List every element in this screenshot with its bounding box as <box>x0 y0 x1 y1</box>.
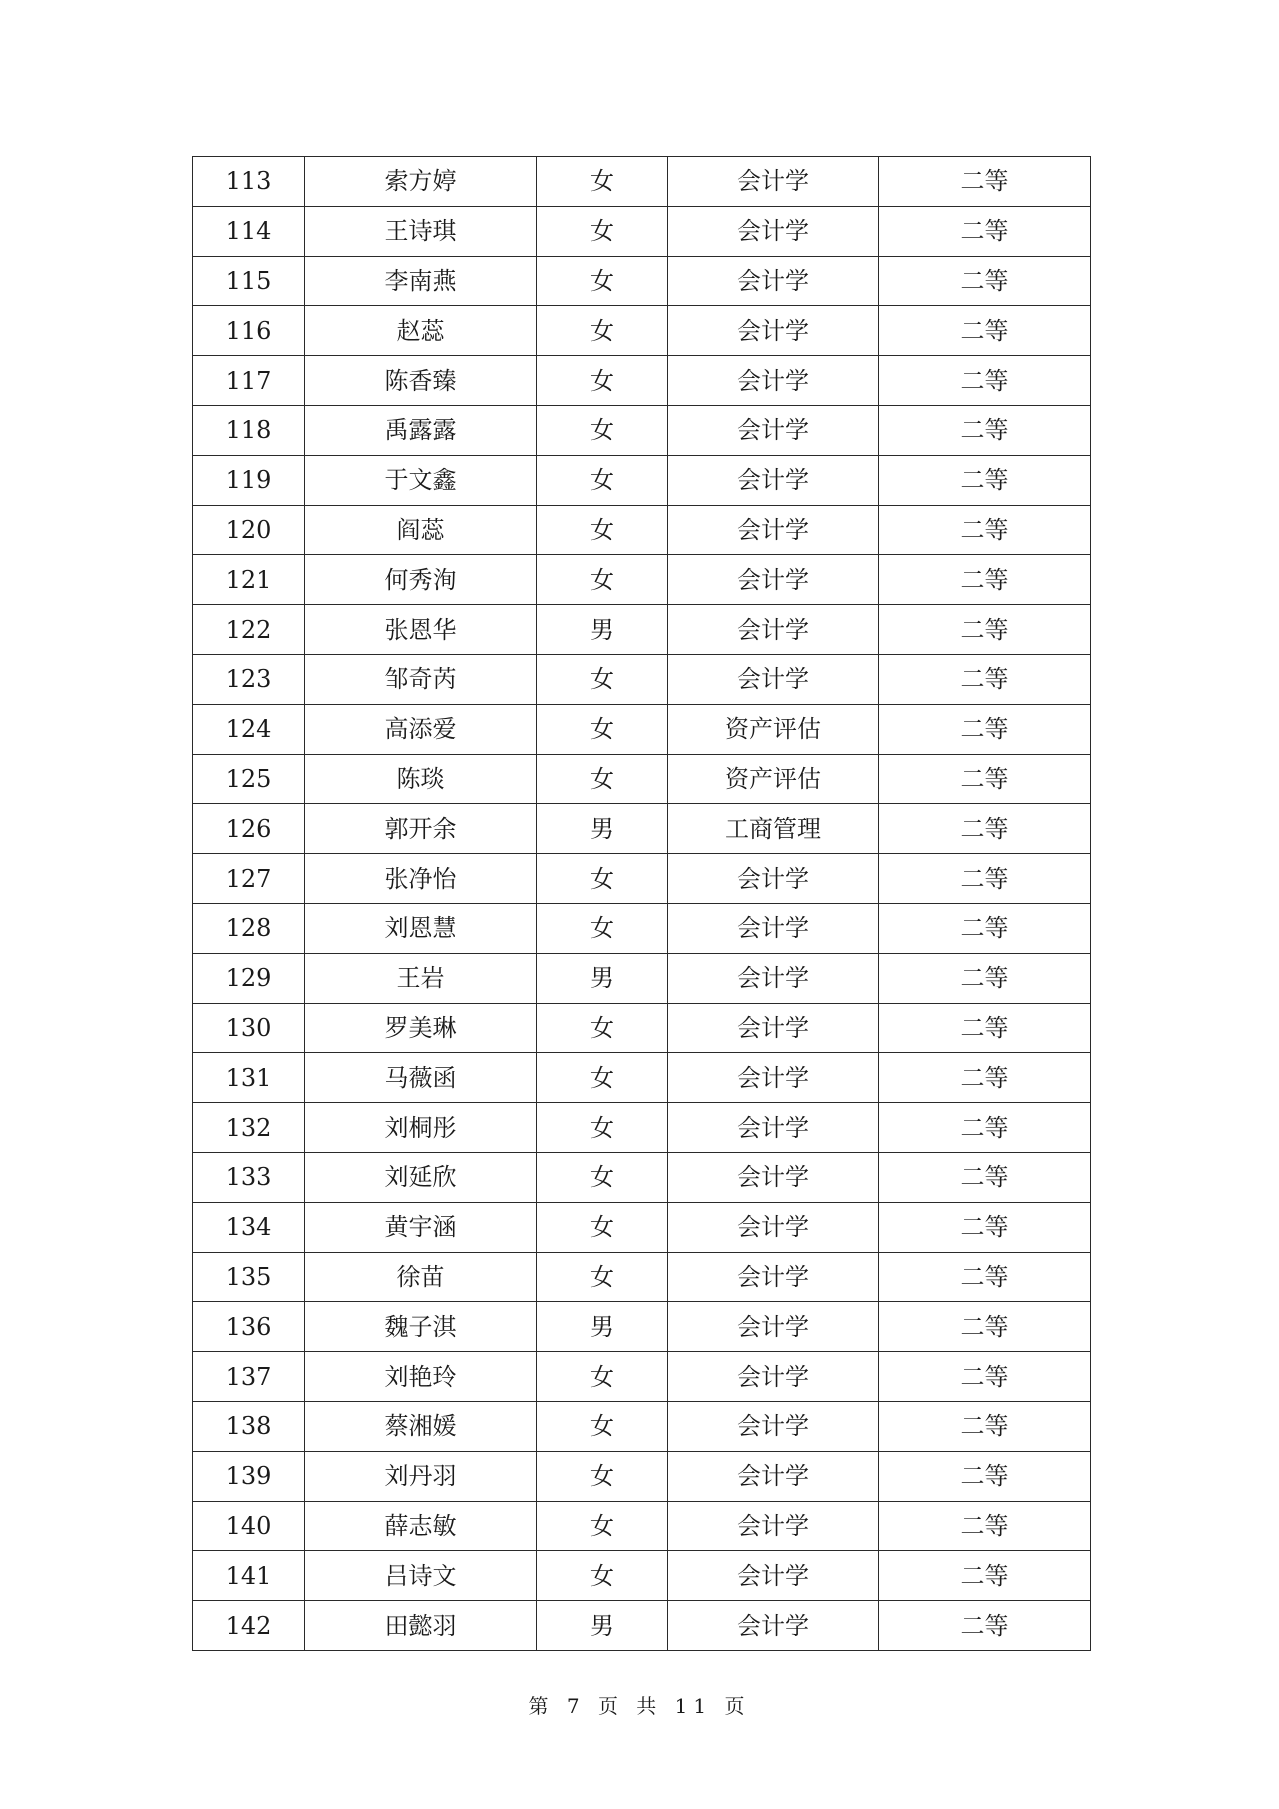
table-row <box>193 1501 1091 1551</box>
table-row <box>193 555 1091 605</box>
major-cell: 会计学 <box>668 1053 879 1103</box>
major-cell: 会计学 <box>668 1302 879 1352</box>
table-row <box>193 505 1091 555</box>
table-row <box>193 1451 1091 1501</box>
award-level-cell: 二等 <box>879 1302 1091 1352</box>
major-cell: 会计学 <box>668 1601 879 1651</box>
award-level-cell: 二等 <box>879 455 1091 505</box>
student-name-cell: 索方婷 <box>305 157 537 207</box>
award-level-cell: 二等 <box>879 754 1091 804</box>
student-name-cell: 黄宇涵 <box>305 1202 537 1252</box>
major-cell: 资产评估 <box>668 704 879 754</box>
row-number-cell: 121 <box>193 555 305 605</box>
award-level-cell: 二等 <box>879 1252 1091 1302</box>
major-cell: 会计学 <box>668 157 879 207</box>
table-row <box>193 1003 1091 1053</box>
award-level-cell: 二等 <box>879 804 1091 854</box>
gender-cell: 女 <box>537 1152 668 1202</box>
table-row <box>193 1352 1091 1402</box>
table-row <box>193 654 1091 704</box>
major-cell: 会计学 <box>668 206 879 256</box>
award-level-cell: 二等 <box>879 1601 1091 1651</box>
row-number-cell: 127 <box>193 854 305 904</box>
major-cell: 资产评估 <box>668 754 879 804</box>
student-name-cell: 徐苗 <box>305 1252 537 1302</box>
award-level-cell: 二等 <box>879 1003 1091 1053</box>
student-name-cell: 禹露露 <box>305 405 537 455</box>
major-cell: 会计学 <box>668 1352 879 1402</box>
gender-cell: 女 <box>537 1202 668 1252</box>
award-level-cell: 二等 <box>879 1152 1091 1202</box>
row-number-cell: 132 <box>193 1103 305 1153</box>
gender-cell: 男 <box>537 804 668 854</box>
major-cell: 会计学 <box>668 1202 879 1252</box>
row-number-cell: 118 <box>193 405 305 455</box>
major-cell: 会计学 <box>668 505 879 555</box>
major-cell: 会计学 <box>668 1551 879 1601</box>
major-cell: 会计学 <box>668 356 879 406</box>
table-row <box>193 405 1091 455</box>
student-name-cell: 田懿羽 <box>305 1601 537 1651</box>
major-cell: 会计学 <box>668 1401 879 1451</box>
row-number-cell: 125 <box>193 754 305 804</box>
row-number-cell: 138 <box>193 1401 305 1451</box>
major-cell: 会计学 <box>668 555 879 605</box>
major-cell: 会计学 <box>668 605 879 655</box>
page-current: 7 <box>566 1694 586 1718</box>
award-level-cell: 二等 <box>879 505 1091 555</box>
table-row <box>193 804 1091 854</box>
row-number-cell: 119 <box>193 455 305 505</box>
row-number-cell: 136 <box>193 1302 305 1352</box>
major-cell: 会计学 <box>668 306 879 356</box>
student-name-cell: 刘桐彤 <box>305 1103 537 1153</box>
row-number-cell: 140 <box>193 1501 305 1551</box>
student-name-cell: 刘丹羽 <box>305 1451 537 1501</box>
page-footer <box>0 1690 1279 1719</box>
row-number-cell: 139 <box>193 1451 305 1501</box>
major-cell: 会计学 <box>668 854 879 904</box>
row-number-cell: 134 <box>193 1202 305 1252</box>
row-number-cell: 130 <box>193 1003 305 1053</box>
row-number-cell: 123 <box>193 654 305 704</box>
row-number-cell: 131 <box>193 1053 305 1103</box>
major-cell: 会计学 <box>668 1451 879 1501</box>
award-level-cell: 二等 <box>879 405 1091 455</box>
table-row <box>193 1103 1091 1153</box>
row-number-cell: 113 <box>193 157 305 207</box>
row-number-cell: 115 <box>193 256 305 306</box>
table-row <box>193 455 1091 505</box>
student-name-cell: 张净怡 <box>305 854 537 904</box>
award-level-cell: 二等 <box>879 206 1091 256</box>
award-level-cell: 二等 <box>879 256 1091 306</box>
major-cell: 会计学 <box>668 1103 879 1153</box>
table-row <box>193 605 1091 655</box>
table-row <box>193 1551 1091 1601</box>
award-level-cell: 二等 <box>879 1401 1091 1451</box>
gender-cell: 男 <box>537 605 668 655</box>
gender-cell: 女 <box>537 654 668 704</box>
gender-cell: 女 <box>537 1053 668 1103</box>
gender-cell: 女 <box>537 903 668 953</box>
table-row <box>193 1302 1091 1352</box>
award-level-cell: 二等 <box>879 1451 1091 1501</box>
student-name-cell: 赵蕊 <box>305 306 537 356</box>
row-number-cell: 137 <box>193 1352 305 1402</box>
award-level-cell: 二等 <box>879 1551 1091 1601</box>
table-row <box>193 1252 1091 1302</box>
gender-cell: 女 <box>537 1103 668 1153</box>
gender-cell: 男 <box>537 1601 668 1651</box>
table-row <box>193 903 1091 953</box>
gender-cell: 女 <box>537 1451 668 1501</box>
major-cell: 会计学 <box>668 1252 879 1302</box>
award-level-cell: 二等 <box>879 1202 1091 1252</box>
row-number-cell: 114 <box>193 206 305 256</box>
award-level-cell: 二等 <box>879 1352 1091 1402</box>
student-name-cell: 王岩 <box>305 953 537 1003</box>
table-row <box>193 704 1091 754</box>
major-cell: 会计学 <box>668 1152 879 1202</box>
gender-cell: 女 <box>537 206 668 256</box>
row-number-cell: 142 <box>193 1601 305 1651</box>
gender-cell: 女 <box>537 1501 668 1551</box>
student-name-cell: 王诗琪 <box>305 206 537 256</box>
student-name-cell: 刘延欣 <box>305 1152 537 1202</box>
major-cell: 会计学 <box>668 256 879 306</box>
award-level-cell: 二等 <box>879 953 1091 1003</box>
student-name-cell: 蔡湘媛 <box>305 1401 537 1451</box>
table-row <box>193 854 1091 904</box>
major-cell: 工商管理 <box>668 804 879 854</box>
table-row <box>193 1401 1091 1451</box>
student-name-cell: 马薇函 <box>305 1053 537 1103</box>
gender-cell: 女 <box>537 704 668 754</box>
page-mid: 页 共 <box>597 1694 663 1718</box>
gender-cell: 女 <box>537 1551 668 1601</box>
major-cell: 会计学 <box>668 903 879 953</box>
award-level-cell: 二等 <box>879 1053 1091 1103</box>
row-number-cell: 126 <box>193 804 305 854</box>
award-level-cell: 二等 <box>879 157 1091 207</box>
table-row <box>193 1053 1091 1103</box>
award-level-cell: 二等 <box>879 903 1091 953</box>
student-name-cell: 吕诗文 <box>305 1551 537 1601</box>
award-level-cell: 二等 <box>879 1103 1091 1153</box>
major-cell: 会计学 <box>668 654 879 704</box>
gender-cell: 女 <box>537 1352 668 1402</box>
student-name-cell: 于文鑫 <box>305 455 537 505</box>
row-number-cell: 128 <box>193 903 305 953</box>
gender-cell: 女 <box>537 1252 668 1302</box>
table-row <box>193 157 1091 207</box>
row-number-cell: 133 <box>193 1152 305 1202</box>
table-row <box>193 1202 1091 1252</box>
major-cell: 会计学 <box>668 1003 879 1053</box>
roster-table <box>192 156 1091 1651</box>
student-name-cell: 李南燕 <box>305 256 537 306</box>
student-name-cell: 陈香臻 <box>305 356 537 406</box>
award-level-cell: 二等 <box>879 555 1091 605</box>
row-number-cell: 129 <box>193 953 305 1003</box>
award-level-cell: 二等 <box>879 704 1091 754</box>
row-number-cell: 141 <box>193 1551 305 1601</box>
student-name-cell: 魏子淇 <box>305 1302 537 1352</box>
row-number-cell: 117 <box>193 356 305 406</box>
gender-cell: 女 <box>537 256 668 306</box>
row-number-cell: 124 <box>193 704 305 754</box>
row-number-cell: 120 <box>193 505 305 555</box>
student-name-cell: 张恩华 <box>305 605 537 655</box>
table-row <box>193 1152 1091 1202</box>
table-row <box>193 256 1091 306</box>
table-row <box>193 356 1091 406</box>
major-cell: 会计学 <box>668 1501 879 1551</box>
row-number-cell: 122 <box>193 605 305 655</box>
gender-cell: 女 <box>537 356 668 406</box>
award-level-cell: 二等 <box>879 1501 1091 1551</box>
student-name-cell: 薛志敏 <box>305 1501 537 1551</box>
student-name-cell: 刘恩慧 <box>305 903 537 953</box>
award-level-cell: 二等 <box>879 854 1091 904</box>
student-name-cell: 陈琰 <box>305 754 537 804</box>
student-name-cell: 何秀洵 <box>305 555 537 605</box>
gender-cell: 女 <box>537 1003 668 1053</box>
gender-cell: 女 <box>537 306 668 356</box>
gender-cell: 女 <box>537 455 668 505</box>
student-name-cell: 罗美琳 <box>305 1003 537 1053</box>
award-level-cell: 二等 <box>879 654 1091 704</box>
major-cell: 会计学 <box>668 405 879 455</box>
gender-cell: 男 <box>537 1302 668 1352</box>
roster-table-body <box>193 157 1091 1651</box>
student-name-cell: 高添爱 <box>305 704 537 754</box>
table-row <box>193 1601 1091 1651</box>
student-name-cell: 郭开余 <box>305 804 537 854</box>
gender-cell: 男 <box>537 953 668 1003</box>
major-cell: 会计学 <box>668 953 879 1003</box>
page-prefix: 第 <box>528 1694 555 1718</box>
gender-cell: 女 <box>537 555 668 605</box>
page-suffix: 页 <box>724 1694 751 1718</box>
table-row <box>193 306 1091 356</box>
student-name-cell: 邹奇芮 <box>305 654 537 704</box>
gender-cell: 女 <box>537 754 668 804</box>
award-level-cell: 二等 <box>879 605 1091 655</box>
row-number-cell: 135 <box>193 1252 305 1302</box>
table-row <box>193 206 1091 256</box>
award-level-cell: 二等 <box>879 356 1091 406</box>
row-number-cell: 116 <box>193 306 305 356</box>
page-total: 11 <box>674 1694 713 1718</box>
table-row <box>193 953 1091 1003</box>
award-level-cell: 二等 <box>879 306 1091 356</box>
student-name-cell: 阎蕊 <box>305 505 537 555</box>
gender-cell: 女 <box>537 157 668 207</box>
gender-cell: 女 <box>537 405 668 455</box>
student-name-cell: 刘艳玲 <box>305 1352 537 1402</box>
gender-cell: 女 <box>537 854 668 904</box>
major-cell: 会计学 <box>668 455 879 505</box>
gender-cell: 女 <box>537 1401 668 1451</box>
table-row <box>193 754 1091 804</box>
gender-cell: 女 <box>537 505 668 555</box>
